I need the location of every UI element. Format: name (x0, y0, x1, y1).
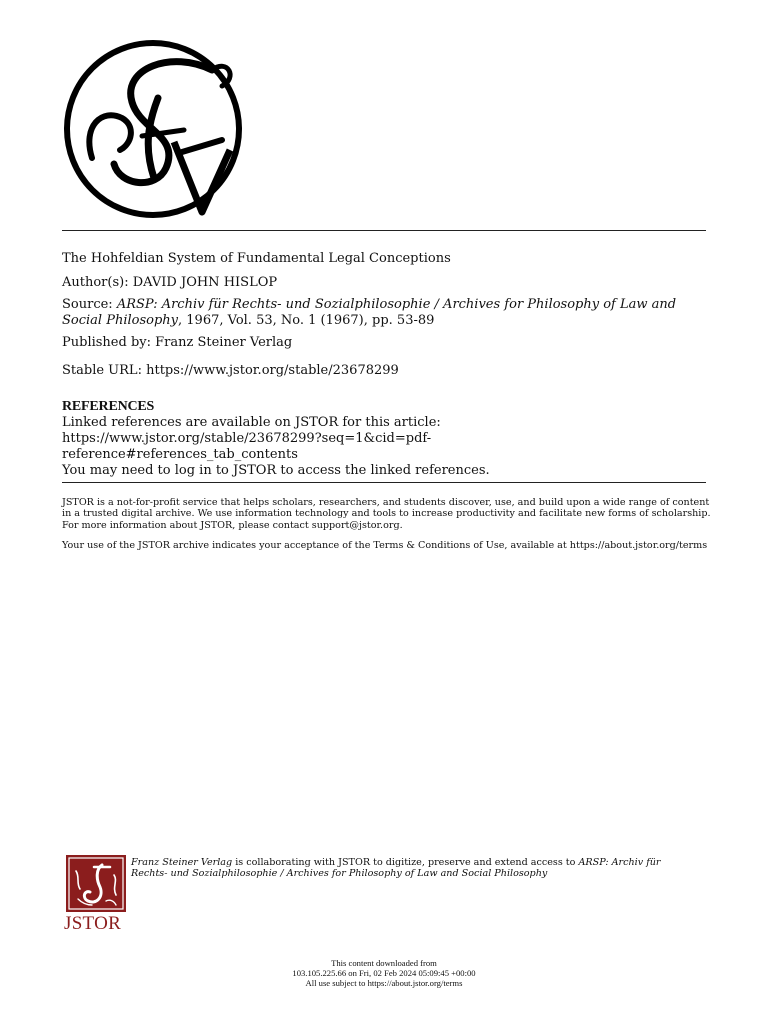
author-name: DAVID JOHN HISLOP (132, 275, 278, 290)
author-line (62, 274, 712, 291)
jstor-wordmark: JSTOR (64, 913, 122, 934)
references-link-part1[interactable]: https://www.jstor.org/stable/23678299?seq=1&cid=pdf- (62, 431, 432, 446)
top-divider (62, 230, 706, 231)
references-link-part2[interactable]: reference#references_tab_contents (62, 447, 298, 462)
references-heading: REFERENCES (62, 399, 155, 414)
publisher-logo (62, 40, 244, 218)
article-title: The Hohfeldian System of Fundamental Legal Conceptions (62, 251, 451, 266)
jstor-logo-mark (66, 855, 126, 912)
publisher-name: Franz Steiner Verlag (155, 335, 293, 350)
stable-url-label: Stable URL: (62, 363, 142, 378)
stable-url-link[interactable]: https://www.jstor.org/stable/23678299 (146, 363, 399, 378)
stable-url-line (62, 362, 712, 379)
journal-title[interactable]: ARSP: Archiv für Rechts- und Sozialphilosophie / Archives for Philosophy of Law and Social Philosophy (62, 297, 677, 328)
publisher-line (62, 334, 712, 351)
collab-publisher: Franz Steiner Verlag (131, 857, 233, 868)
references-intro: Linked references are available on JSTOR for this article: (62, 415, 441, 430)
jstor-info-paragraph: JSTOR is a not-for-profit service that helps scholars, researchers, and students discover, use, and build upon a wide range of content in a trusted digital archive. We use information technology and tools to increase productivity and facilitate new forms of scholarship. For more information about JSTOR, please contact support@jstor.org. (62, 497, 711, 531)
references-block (62, 415, 702, 479)
published-label: Published by: (62, 335, 151, 350)
source-line (62, 297, 702, 329)
footer-line-1: This content downloaded from (331, 958, 437, 968)
collab-journal: ARSP: Archiv für Rechts- und Sozialphilosophie / Archives for Philosophy of Law and Social Philosophy (131, 857, 661, 880)
footer-line-3: All use subject to https://about.jstor.org/terms (305, 978, 463, 989)
collaboration-statement (131, 857, 671, 880)
terms-paragraph: Your use of the JSTOR archive indicates your acceptance of the Terms & Conditions of Use, available at https://about.jstor.org/terms (62, 540, 708, 551)
source-label: Source: (62, 297, 113, 312)
middle-divider (62, 482, 706, 483)
footer-line-2: 103.105.225.66 on Fri, 02 Feb 2024 05:09:45 +00:00 (292, 968, 476, 979)
author-label: Author(s): (62, 275, 129, 290)
collab-middle: is collaborating with JSTOR to digitize, preserve and extend access to (232, 857, 579, 868)
source-details: , 1967, Vol. 53, No. 1 (1967), pp. 53-89 (178, 313, 435, 328)
download-footer (0, 958, 768, 989)
references-login-note: You may need to log in to JSTOR to access the linked references. (62, 463, 490, 478)
